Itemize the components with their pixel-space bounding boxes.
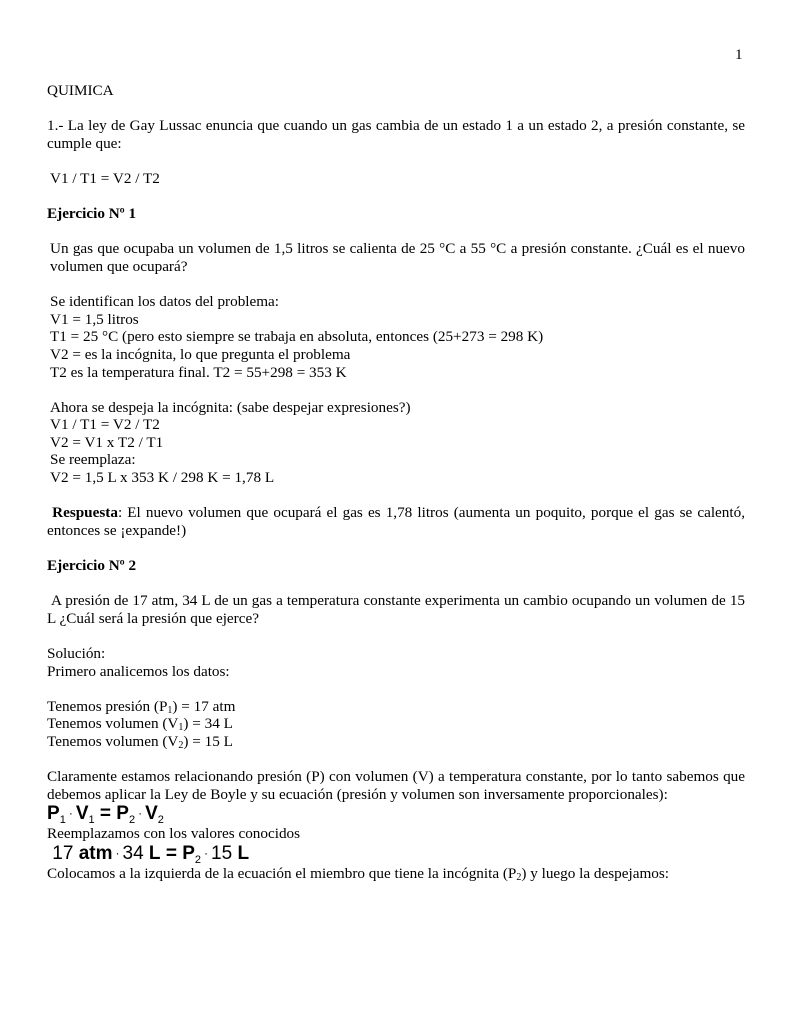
exercise-1-answer: [47, 504, 745, 539]
last-line: Colocamos a la izquierda de la ecuación el miembro que tiene la incógnita $(P_2)$ y luego la despejamos:: [47, 864, 669, 883]
solve-line: Ahora se despeja la incógnita: (sabe despejar expresiones?): [50, 398, 411, 416]
numeric-equation: 17 atm · 34 $L = P_2 \cdot 15$ L: [52, 842, 250, 866]
document-body: [47, 82, 745, 883]
data-line: V2 = es la incógnita, lo que pregunta el problema: [50, 345, 351, 363]
solve-line: Se reemplaza:: [50, 451, 136, 469]
data-line: V1 = 1,5 litros: [50, 310, 139, 328]
analyze-line: Primero analicemos los datos:: [47, 662, 230, 680]
data-line: Tenemos volumen $(V_2) = 15$ L: [47, 732, 233, 751]
data-line: Se identifican los datos del problema:: [50, 293, 280, 311]
solution-label: Solución:: [47, 645, 106, 662]
data-line: T2 es la temperatura final. T2 = 55+298 = 353 K: [50, 363, 347, 381]
replace-line: Reemplazamos con los valores conocidos: [47, 825, 301, 843]
page-number: 1: [735, 46, 743, 63]
answer-text: : El nuevo volumen que ocupará el gas es 1,78 litros (aumenta un poquito, porque el gas se calentó, entonces se ¡expande!): [47, 504, 745, 539]
boyle-explanation: Claramente estamos relacionando presión (P) con volumen (V) a temperatura constante, por lo tanto sabemos que debemos aplicar la Ley de Boyle y su ecuación (presión y volumen son inversamente proporcionales):: [47, 768, 745, 803]
exercise-2-statement: A presión de 17 atm, 34 L de un gas a temperatura constante experimenta un cambio ocupando un volumen de 15 L ¿Cuál será la presión que ejerce?: [47, 592, 746, 627]
solve-line: V1 / T1 = V2 / T2: [50, 416, 160, 434]
intro-paragraph: 1.- La ley de Gay Lussac enuncia que cuando un gas cambia de un estado 1 a un estado 2, a presión constante, se cumple que:: [47, 117, 745, 152]
exercise-1-data: [47, 293, 745, 381]
law-formula: V1 / T1 = V2 / T2: [50, 169, 160, 187]
answer-label: Respuesta: [52, 504, 118, 522]
exercise-1-statement: Un gas que ocupaba un volumen de 1,5 litros se calienta de 25 °C a 55 °C a presión constante. ¿Cuál es el nuevo volumen que ocupará?: [50, 240, 745, 275]
exercise-1-heading: Ejercicio Nº 1: [47, 205, 137, 223]
boyle-equation: $P_1 \cdot V_1 = P_2 \cdot V_2$: [47, 803, 164, 827]
exercise-1-solution: [47, 399, 745, 487]
data-line: T1 = 25 °C (pero esto siempre se trabaja en absoluta, entonces (25+273 = 298 K): [50, 328, 544, 346]
exercise-2-data: [47, 698, 745, 751]
solve-line: V2 = 1,5 L x 353 K / 298 K = 1,78 L: [50, 469, 275, 487]
document-title: QUIMICA: [47, 82, 114, 99]
data-line: Tenemos volumen $(V_1) = 34$ L: [47, 715, 233, 734]
exercise-2-heading: Ejercicio Nº 2: [47, 557, 137, 575]
solve-line: V2 = V1 x T2 / T1: [50, 433, 164, 451]
data-line: Tenemos presión $(P_1) = 17$ atm: [47, 697, 236, 716]
